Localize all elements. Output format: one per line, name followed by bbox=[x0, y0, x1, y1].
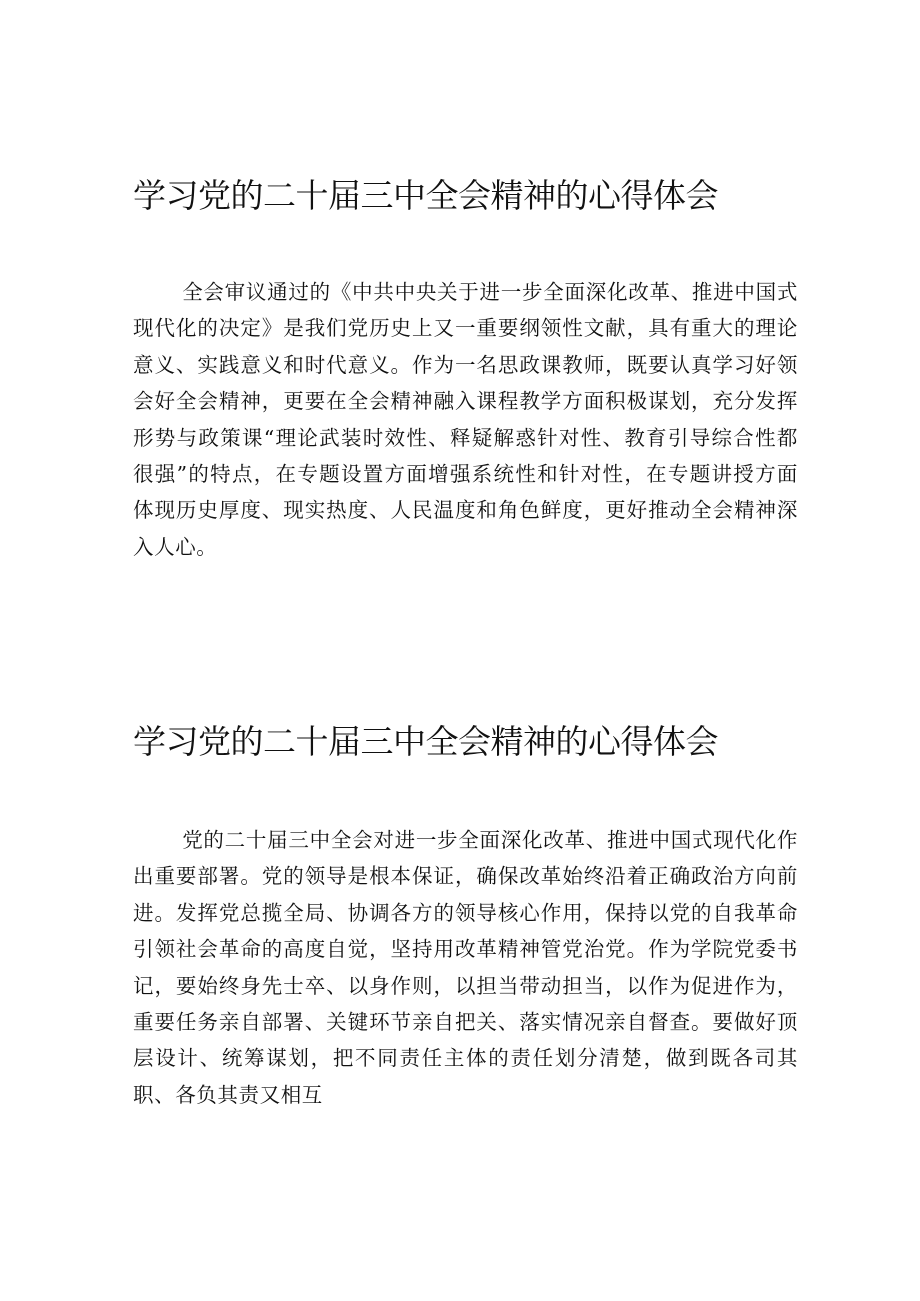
article-section-1 bbox=[133, 172, 798, 565]
article-title: 学习党的二十届三中全会精神的心得体会 bbox=[133, 176, 718, 215]
article-title: 学习党的二十届三中全会精神的心得体会 bbox=[133, 722, 718, 761]
article-paragraph: 党的二十届三中全会对进一步全面深化改革、推进中国式现代化作出重要部署。党的领导是根本保证，确保改革始终沿着正确政治方向前进。发挥党总揽全局、协调各方的领导核心作用，保持以党的自我革命引领社会革命的高度自觉，坚持用改革精神管党治党。作为学院党委书记，要始终身先士卒、以身作则，以担当带动担当，以作为促进作为，重要任务亲自部署、关键环节亲自把关、落实情况亲自督查。要做好顶层设计、统筹谋划，把不同责任主体的责任划分清楚，做到既各司其职、各负其责又相互 bbox=[133, 828, 798, 1107]
article-paragraph: 全会审议通过的《中共中央关于进一步全面深化改革、推进中国式现代化的决定》是我们党历史上又一重要纲领性文献，具有重大的理论意义、实践意义和时代意义。作为一名思政课教师，既要认真学习好领会好全会精神，更要在全会精神融入课程教学方面积极谋划，充分发挥形势与政策课“理论武装时效性、释疑解惑针对性、教育引导综合性都很强”的特点，在专题设置方面增强系统性和针对性，在专题讲授方面体现历史厚度、现实热度、人民温度和角色鲜度，更好推动全会精神深入人心。 bbox=[133, 280, 798, 559]
article-section-2 bbox=[133, 718, 798, 1113]
